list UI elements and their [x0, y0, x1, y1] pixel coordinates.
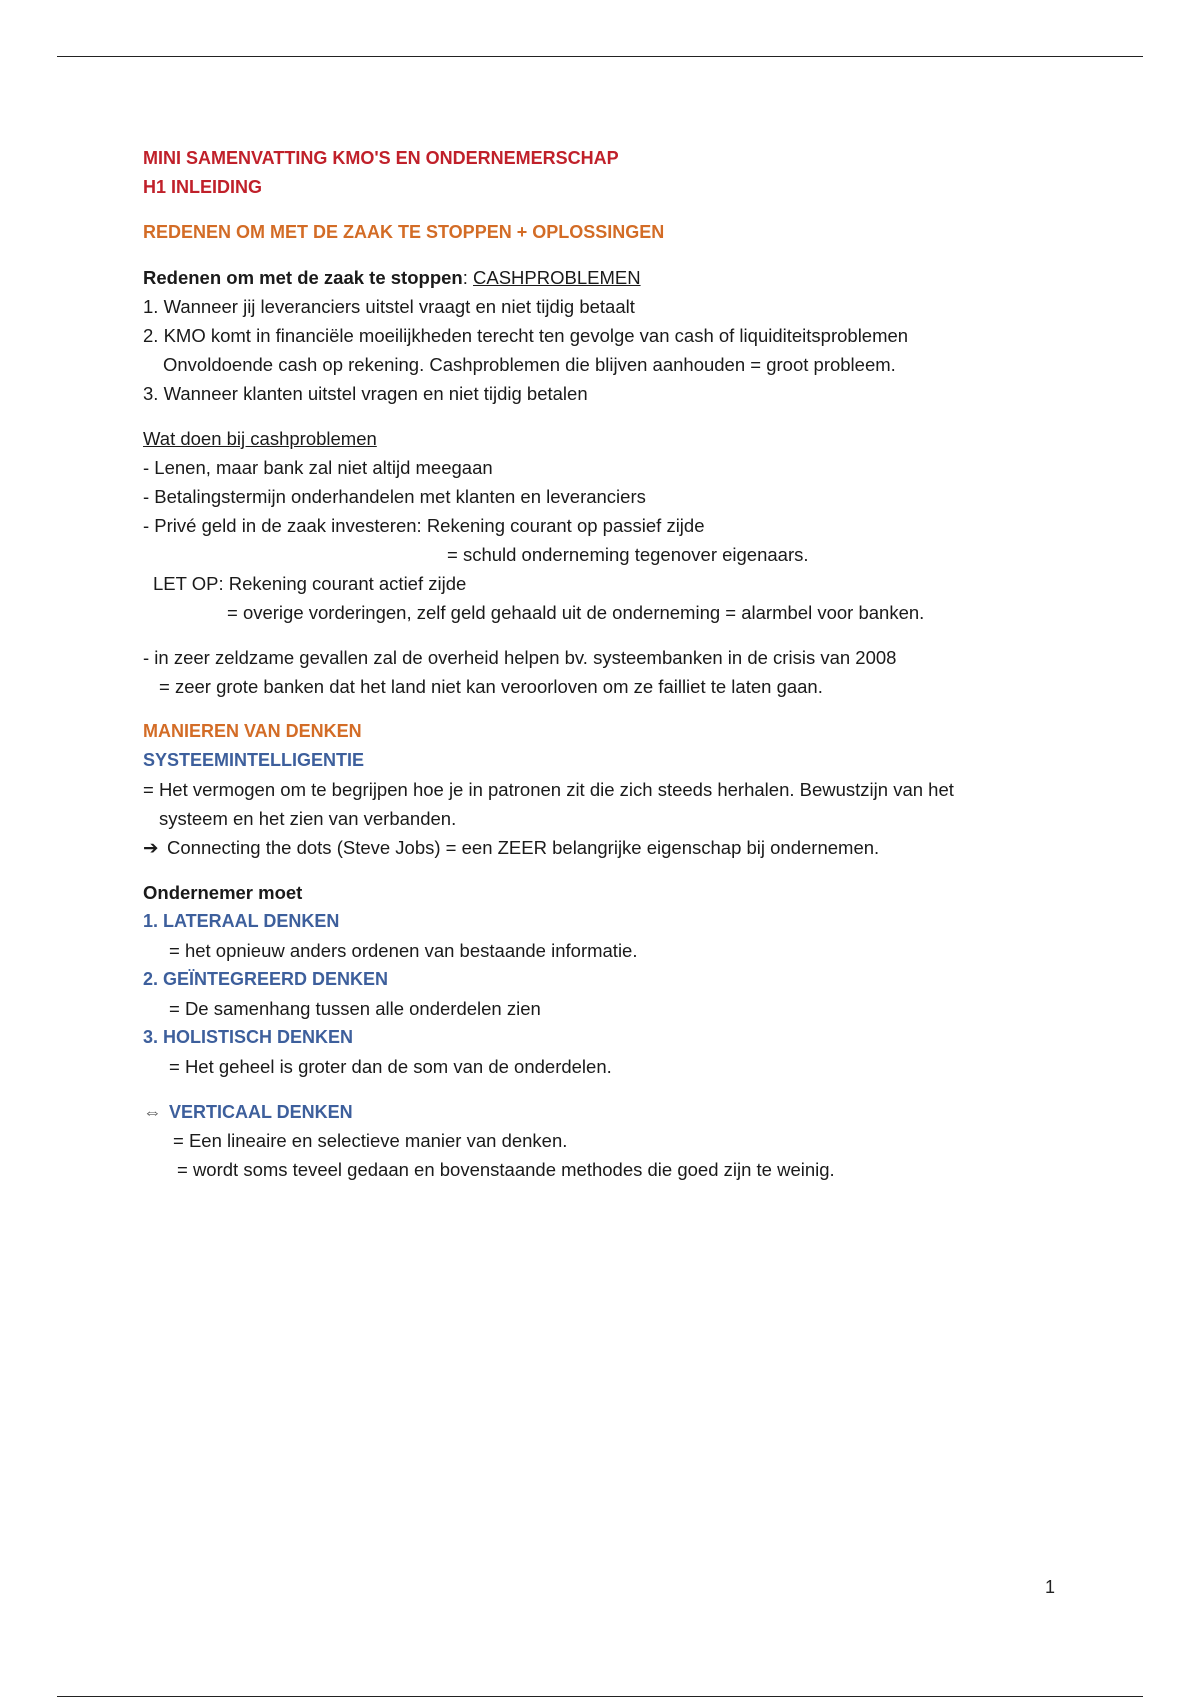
government-item-detail: = zeer grote banken dat het land niet kan veroorloven om ze failliet te laten gaan.: [159, 676, 823, 697]
vertical-thinking-desc: = wordt soms teveel gedaan en bovenstaande methodes die goed zijn te weinig.: [177, 1159, 835, 1180]
action-warning-detail: = overige vorderingen, zelf geld gehaald uit de onderneming = alarmbel voor banken.: [227, 602, 925, 623]
reason-item: 1. Wanneer jij leveranciers uitstel vraagt en niet tijdig betaalt: [143, 296, 635, 317]
reason-item-detail: Onvoldoende cash op rekening. Cashproblemen die blijven aanhouden = groot probleem.: [163, 354, 896, 375]
actions-heading: Wat doen bij cashproblemen: [143, 428, 377, 449]
vertical-thinking-desc: = Een lineaire en selectieve manier van denken.: [173, 1130, 568, 1151]
reasons-colon: :: [462, 267, 473, 288]
action-warning: LET OP: Rekening courant actief zijde: [153, 573, 467, 594]
section-heading-thinking: MANIEREN VAN DENKEN: [143, 721, 362, 741]
vertical-thinking-heading: [143, 1097, 1063, 1126]
government-item: - in zeer zeldzame gevallen zal de overheid helpen bv. systeembanken in de crisis van 2008: [143, 647, 897, 668]
section-heading-stop-reasons: REDENEN OM MET DE ZAAK TE STOPPEN + OPLOSSINGEN: [143, 222, 665, 242]
method-title: 3. HOLISTISCH DENKEN: [143, 1027, 354, 1047]
connecting-dots-line: [143, 833, 1063, 862]
method-desc: = De samenhang tussen alle onderdelen zien: [169, 998, 541, 1019]
action-item: - Lenen, maar bank zal niet altijd meegaan: [143, 457, 493, 478]
double-arrow-icon: ⇔: [143, 1101, 162, 1122]
reason-item: 2. KMO komt in financiële moeilijkheden terecht ten gevolge van cash of liquiditeitsproblemen: [143, 325, 909, 346]
method-desc: = Het geheel is groter dan de som van de onderdelen.: [169, 1056, 612, 1077]
action-item-detail: = schuld onderneming tegenover eigenaars.: [447, 544, 809, 565]
right-arrow-icon: ➔: [143, 837, 159, 858]
reasons-heading: [143, 263, 1063, 292]
header-rule: [57, 56, 1143, 57]
entrepreneur-heading: Ondernemer moet: [143, 882, 303, 903]
vertical-thinking-title: VERTICAAL DENKEN: [169, 1102, 353, 1122]
method-title: 1. LATERAAL DENKEN: [143, 911, 340, 931]
subheading-system-intelligence: SYSTEEMINTELLIGENTIE: [143, 750, 365, 770]
method-title: 2. GEÏNTEGREERD DENKEN: [143, 969, 389, 989]
action-item: - Betalingstermijn onderhandelen met klanten en leveranciers: [143, 486, 646, 507]
reasons-topic: CASHPROBLEMEN: [473, 267, 641, 288]
document-body: [143, 144, 1063, 1184]
method-desc: = het opnieuw anders ordenen van bestaande informatie.: [169, 940, 638, 961]
connecting-dots-text: Connecting the dots (Steve Jobs) = een ZEER belangrijke eigenschap bij ondernemen.: [167, 837, 880, 858]
document-title: MINI SAMENVATTING KMO'S EN ONDERNEMERSCHAP: [143, 148, 619, 168]
definition-line: systeem en het zien van verbanden.: [159, 808, 457, 829]
reasons-label: Redenen om met de zaak te stoppen: [143, 267, 463, 288]
footer-rule: [57, 1696, 1143, 1697]
reason-item: 3. Wanneer klanten uitstel vragen en niet tijdig betalen: [143, 383, 588, 404]
action-item: - Privé geld in de zaak investeren: Rekening courant op passief zijde: [143, 515, 705, 536]
chapter-title: H1 INLEIDING: [143, 177, 263, 197]
page-number: 1: [1045, 1577, 1056, 1597]
definition-line: = Het vermogen om te begrijpen hoe je in patronen zit die zich steeds herhalen. Bewustzijn van het: [143, 779, 954, 800]
